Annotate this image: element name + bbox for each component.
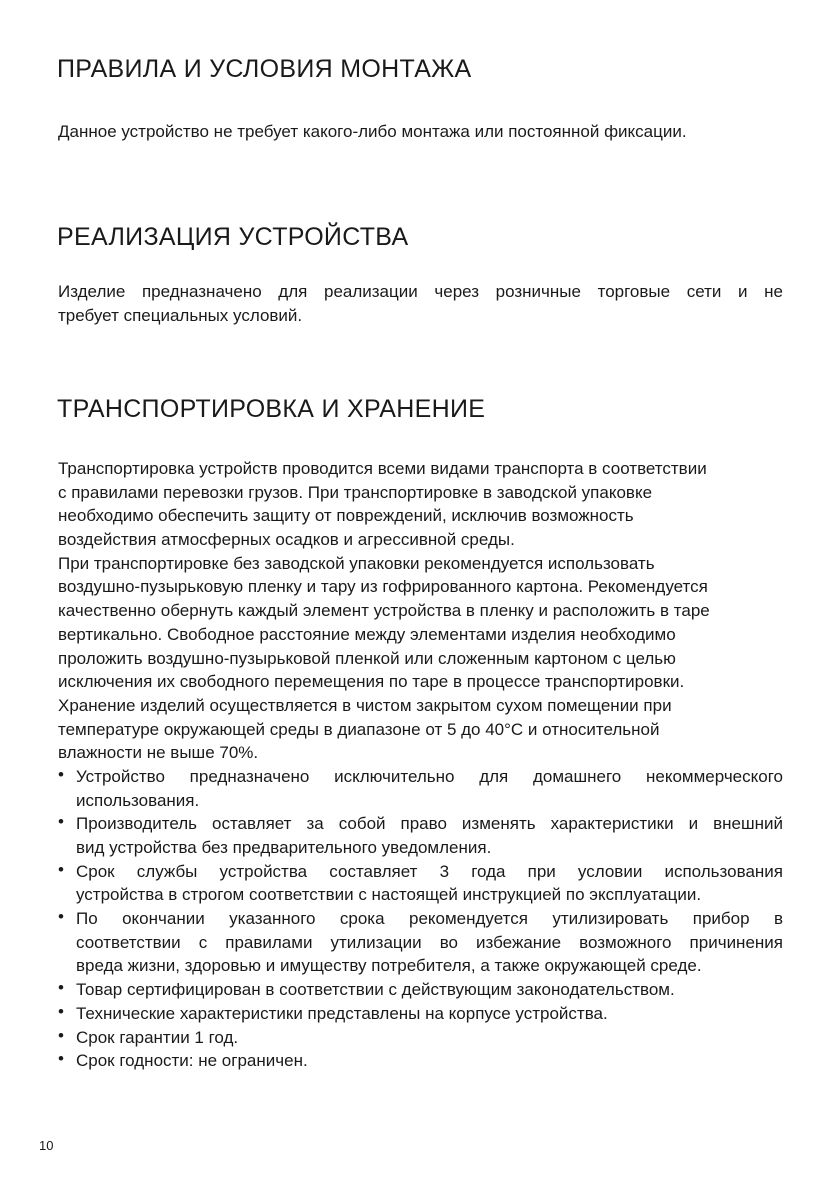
transport-text xyxy=(58,457,783,1073)
bullet-icon: • xyxy=(58,812,64,832)
text-line: соответствии с правилами утилизации во избежание возможного причинения xyxy=(76,932,783,952)
text-line: воздействия атмосферных осадков и агрессивной среды. xyxy=(58,530,515,550)
text-line: необходимо обеспечить защиту от повреждений, исключив возможность xyxy=(58,506,634,526)
bullet-icon: • xyxy=(58,859,64,879)
bullet-item xyxy=(58,860,783,907)
bullet-icon: • xyxy=(58,907,64,927)
text-line: использования. xyxy=(76,790,200,810)
bullet-item xyxy=(58,812,783,859)
text-line: влажности не выше 70%. xyxy=(58,743,259,763)
text-line: Срок гарантии 1 год. xyxy=(76,1027,239,1047)
text-line: Данное устройство не требует какого-либо монтажа или постоянной фиксации. xyxy=(58,122,687,141)
text-line: воздушно-пузырьковую пленку и тару из гофрированного картона. Рекомендуется xyxy=(58,577,708,597)
sales-text xyxy=(58,280,783,327)
bullet-icon: • xyxy=(58,764,64,784)
bullet-item xyxy=(58,1002,783,1026)
text-line: Срок службы устройства составляет 3 года при условии использования xyxy=(76,861,783,881)
text-line: Товар сертифицирован в соответствии с действующим законодательством. xyxy=(76,980,675,1000)
bullet-icon: • xyxy=(58,1049,64,1069)
text-line: Хранение изделий осуществляется в чистом закрытом сухом помещении при xyxy=(58,695,672,715)
bullet-item xyxy=(58,1049,783,1073)
section-heading-installation: ПРАВИЛА И УСЛОВИЯ МОНТАЖА xyxy=(57,55,472,83)
text-line: вертикально. Свободное расстояние между элементами изделия необходимо xyxy=(58,624,676,644)
text-line: При транспортировке без заводской упаковки рекомендуется использовать xyxy=(58,553,655,573)
text-line: Изделие предназначено для реализации через розничные торговые сети и не xyxy=(58,282,783,301)
text-line: требует специальных условий. xyxy=(58,305,303,325)
bullet-icon: • xyxy=(58,1001,64,1021)
bullet-item xyxy=(58,907,783,978)
bullet-item xyxy=(58,1026,783,1050)
text-line: вид устройства без предварительного уведомления. xyxy=(76,838,492,857)
section-heading-transport: ТРАНСПОРТИРОВКА И ХРАНЕНИЕ xyxy=(57,395,486,423)
text-line: Транспортировка устройств проводится всеми видами транспорта в соответствии xyxy=(58,459,707,478)
bullet-icon: • xyxy=(58,978,64,998)
section-heading-sales: РЕАЛИЗАЦИЯ УСТРОЙСТВА xyxy=(57,223,409,251)
text-line: вреда жизни, здоровью и имуществу потребителя, а также окружающей среде. xyxy=(76,956,702,976)
text-line: с правилами перевозки грузов. При транспортировке в заводской упаковке xyxy=(58,482,653,502)
text-line: исключения их свободного перемещения по таре в процессе транспортировки. xyxy=(58,672,685,692)
text-line: По окончании указанного срока рекомендуется утилизировать прибор в xyxy=(76,909,783,929)
bullet-item xyxy=(58,978,783,1002)
text-line: устройства в строгом соответствии с настоящей инструкцией по эксплуатации. xyxy=(76,885,702,905)
text-line: температуре окружающей среды в диапазоне от 5 до 40°C и относительной xyxy=(58,719,660,739)
page-number: 10 xyxy=(39,1138,54,1153)
text-line: проложить воздушно-пузырьковой пленкой или сложенным картоном с целью xyxy=(58,648,676,668)
text-line: Устройство предназначено исключительно для домашнего некоммерческого xyxy=(76,766,783,786)
bullet-item xyxy=(58,765,783,812)
text-line: Производитель оставляет за собой право изменять характеристики и внешний xyxy=(76,814,783,834)
text-line: Срок годности: не ограничен. xyxy=(76,1051,308,1071)
bullet-icon: • xyxy=(58,1025,64,1045)
text-line: качественно обернуть каждый элемент устройства в пленку и расположить в таре xyxy=(58,601,710,621)
text-line: Технические характеристики представлены на корпусе устройства. xyxy=(76,1003,608,1023)
installation-text xyxy=(58,120,783,144)
